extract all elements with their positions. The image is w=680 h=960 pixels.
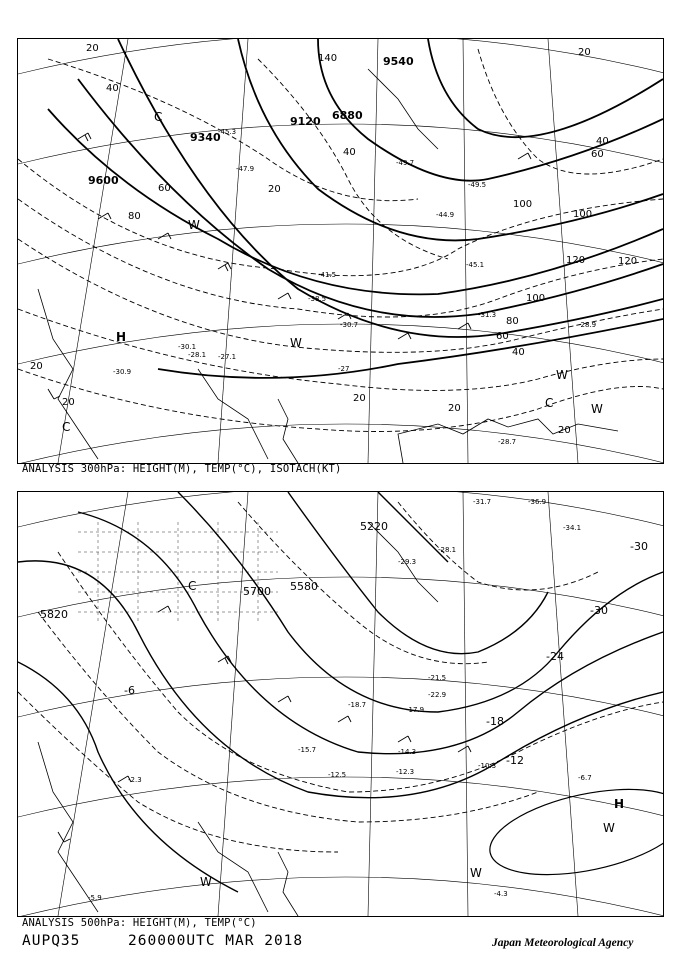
temp-label: -17.9 bbox=[406, 706, 425, 714]
height-label: 5820 bbox=[40, 608, 68, 621]
warm-center-marker: W bbox=[591, 402, 603, 416]
isotach-label: 20 bbox=[448, 403, 461, 414]
isotach-label: 100 bbox=[513, 199, 533, 210]
high-center-marker: H bbox=[116, 330, 127, 344]
isotach-label: 60 bbox=[158, 183, 171, 194]
temp-label: -49.7 bbox=[396, 159, 415, 167]
height-label: 5700 bbox=[243, 585, 271, 598]
temp-label: -28.9 bbox=[578, 321, 597, 329]
temp-label: -28.1 bbox=[438, 546, 457, 554]
temp-label: -6.7 bbox=[578, 774, 592, 782]
temp-contour-label: -18 bbox=[486, 715, 504, 728]
isotach-label: 140 bbox=[318, 53, 338, 64]
temp-label: -12.5 bbox=[328, 771, 347, 779]
graticule-300 bbox=[18, 39, 663, 463]
warm-center-marker: W bbox=[603, 821, 615, 835]
temp-label: -47.9 bbox=[236, 165, 255, 173]
temp-label: -44.9 bbox=[436, 211, 455, 219]
isotach-label: 20 bbox=[558, 425, 571, 436]
height-label: 9600 bbox=[88, 174, 119, 187]
isotach-label: 20 bbox=[578, 47, 591, 58]
warm-center-marker: W bbox=[188, 218, 200, 232]
temp-label: -27.1 bbox=[218, 353, 237, 361]
valid-time: 260000UTC MAR 2018 bbox=[128, 933, 304, 949]
temp-label: -28.1 bbox=[188, 351, 207, 359]
cold-center-marker: C bbox=[154, 110, 163, 124]
isotach-label: 20 bbox=[353, 393, 366, 404]
chart-identifier: AUPQ35 bbox=[22, 933, 81, 949]
temp-label: -12.3 bbox=[396, 768, 415, 776]
temp-label: -31.3 bbox=[478, 311, 497, 319]
cold-center-marker: C bbox=[62, 420, 71, 434]
isotach-label: 120 bbox=[618, 256, 638, 267]
isotach-label: 20 bbox=[268, 184, 281, 195]
temp-label: -30.7 bbox=[340, 321, 359, 329]
high-contour-500 bbox=[482, 774, 663, 890]
isotach-label: 20 bbox=[30, 361, 43, 372]
temp-label: -14.3 bbox=[398, 748, 417, 756]
chart-300hpa bbox=[17, 38, 664, 464]
isotach-label: 100 bbox=[573, 209, 593, 220]
chart-500hpa bbox=[17, 491, 664, 917]
height-labels-500 bbox=[40, 520, 388, 621]
isotach-label: 40 bbox=[512, 347, 525, 358]
temp-label: -28.7 bbox=[498, 438, 517, 446]
temp-label: -22.9 bbox=[428, 691, 447, 699]
wind-barbs-500 bbox=[58, 606, 471, 842]
pressure-centers-500 bbox=[188, 579, 624, 889]
temp-label: -10.3 bbox=[478, 762, 497, 770]
temp-label: -36.9 bbox=[528, 498, 547, 506]
warm-center-marker: W bbox=[470, 866, 482, 880]
temp-label: -34.1 bbox=[563, 524, 582, 532]
isotach-label: 120 bbox=[566, 255, 586, 266]
cold-center-marker: C bbox=[188, 579, 197, 593]
temp-label: -5.9 bbox=[88, 894, 102, 902]
height-label: 5580 bbox=[290, 580, 318, 593]
agency-name: Japan Meteorological Agency bbox=[492, 937, 634, 949]
graticule-500 bbox=[18, 492, 663, 916]
map-500hpa bbox=[18, 492, 663, 916]
caption-500hpa: ANALYSIS 500hPa: HEIGHT(M), TEMP(°C) bbox=[22, 917, 257, 929]
temp-label: -2.3 bbox=[128, 776, 142, 784]
isotach-label: 60 bbox=[591, 149, 604, 160]
cold-center-marker: C bbox=[545, 396, 554, 410]
temp-contour-label: -30 bbox=[630, 540, 648, 553]
height-label: 6880 bbox=[332, 109, 363, 122]
isotach-label: 40 bbox=[596, 136, 609, 147]
coastline-300 bbox=[38, 69, 618, 463]
isotach-label: 40 bbox=[106, 83, 119, 94]
map-300hpa bbox=[18, 39, 663, 463]
temp-label: -31.7 bbox=[473, 498, 492, 506]
temp-label: -15.7 bbox=[298, 746, 317, 754]
temp-label: -30.1 bbox=[178, 343, 197, 351]
height-label: 9120 bbox=[290, 115, 321, 128]
caption-300hpa: ANALYSIS 300hPa: HEIGHT(M), TEMP(°C), ISOTACH(KT) bbox=[22, 463, 342, 475]
warm-center-marker: W bbox=[290, 336, 302, 350]
temp-contour-label: -6 bbox=[124, 684, 135, 697]
temp-contour-label: -30 bbox=[590, 604, 608, 617]
temp-label: -27 bbox=[338, 365, 350, 373]
temp-label: -30.9 bbox=[113, 368, 132, 376]
temp-label: -29.3 bbox=[398, 558, 417, 566]
warm-center-marker: W bbox=[200, 875, 212, 889]
temp-contour-label: -12 bbox=[506, 754, 524, 767]
temp-label: -41.5 bbox=[318, 271, 337, 279]
isotach-label: 20 bbox=[86, 43, 99, 54]
height-label: 9340 bbox=[190, 131, 221, 144]
isotach-label: 40 bbox=[343, 147, 356, 158]
temp-contour-label: -24 bbox=[546, 650, 564, 663]
isotach-label: 100 bbox=[526, 293, 546, 304]
terrain-grid-500 bbox=[78, 522, 278, 622]
temp-label: -18.7 bbox=[348, 701, 367, 709]
temp-label: -45.1 bbox=[466, 261, 485, 269]
height-label: 5220 bbox=[360, 520, 388, 533]
isotach-label: 60 bbox=[496, 331, 509, 342]
isotach-label: 20 bbox=[62, 397, 75, 408]
temp-label: -21.5 bbox=[428, 674, 447, 682]
height-label: 9540 bbox=[383, 55, 414, 68]
temp-label: -38.5 bbox=[308, 295, 327, 303]
isotach-label: 80 bbox=[128, 211, 141, 222]
high-center-marker: H bbox=[614, 797, 625, 811]
temp-label: -49.5 bbox=[468, 181, 487, 189]
warm-center-marker: W bbox=[556, 368, 568, 382]
temp-label: -4.3 bbox=[494, 890, 508, 898]
temp-label: -45.3 bbox=[218, 128, 237, 136]
isotach-label: 80 bbox=[506, 316, 519, 327]
